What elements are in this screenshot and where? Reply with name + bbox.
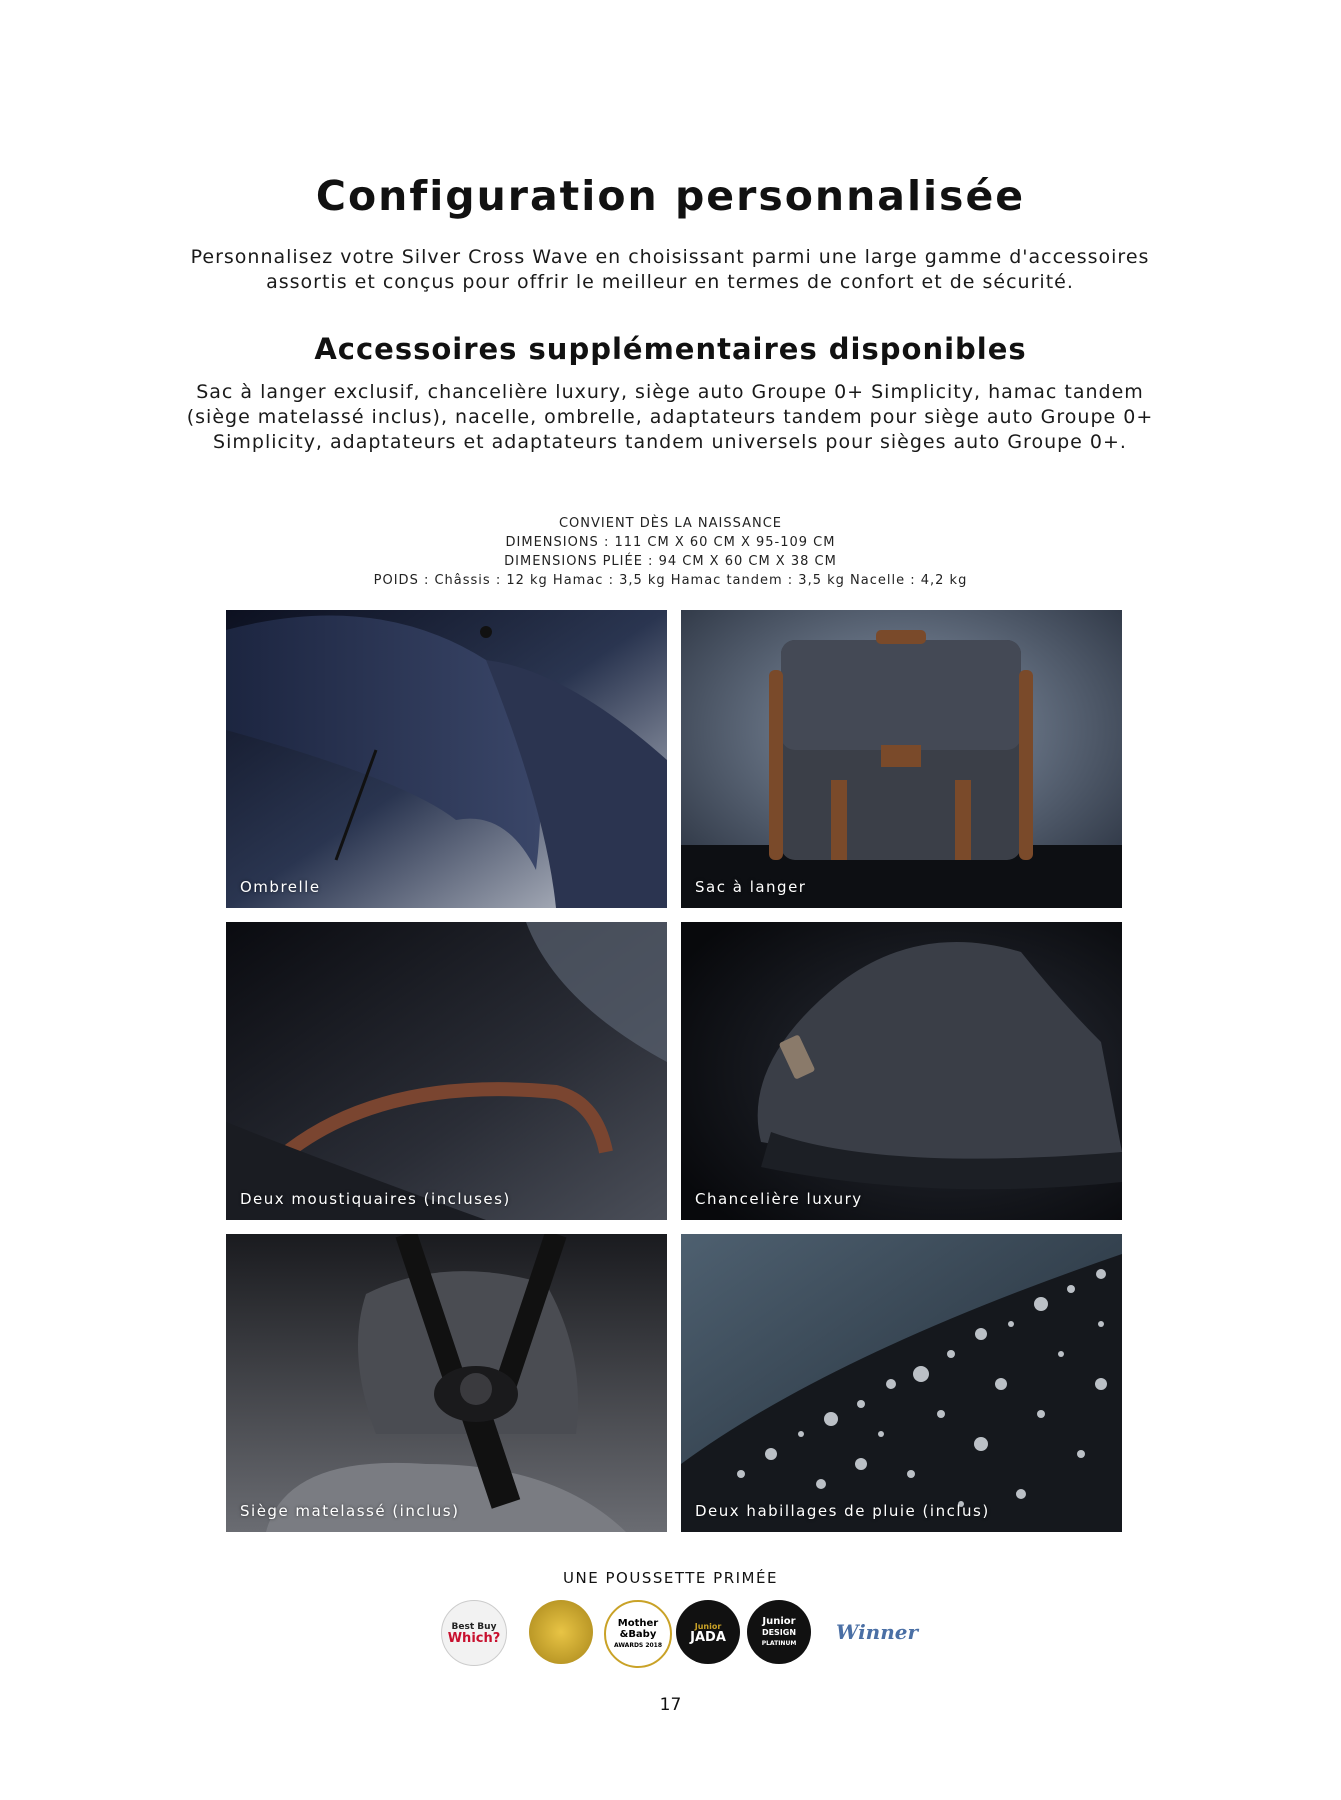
junior-jada-badge: Junior JADA [676,1600,740,1664]
spec-line: POIDS : Châssis : 12 kg Hamac : 3,5 kg Hamac tandem : 3,5 kg Nacelle : 4,2 kg [373,573,968,588]
mb-winner-badge: Winner [835,1619,919,1644]
specs-block [0,514,1341,590]
padded-seat-image [226,1234,667,1532]
spec-line: DIMENSIONS PLIÉE : 94 CM X 60 CM X 38 CM [504,554,837,569]
tile-caption: Deux moustiquaires (incluses) [240,1190,511,1208]
tile-siege-matelasse [226,1234,667,1532]
mosquito-net-image [226,922,667,1220]
which-best-buy-badge: Best Buy Which? [441,1600,507,1666]
gold-award-badge [529,1600,593,1664]
tile-ombrelle [226,610,667,908]
spec-line: DIMENSIONS : 111 CM X 60 CM X 95-109 CM [505,535,836,550]
footmuff-image [681,922,1122,1220]
tile-chanceliere [681,922,1122,1220]
tile-caption: Ombrelle [240,878,321,896]
page-number: 17 [659,1695,682,1715]
mother-baby-badge: Mother &Baby AWARDS 2018 [604,1600,672,1668]
parasol-image [226,610,667,908]
tile-caption: Siège matelassé (inclus) [240,1502,460,1520]
tile-habillages-pluie [681,1234,1122,1532]
awards-label: UNE POUSSETTE PRIMÉE [563,1569,778,1587]
tile-caption: Sac à langer [695,878,807,896]
intro-paragraph: Personnalisez votre Silver Cross Wave en choisissant parmi une large gamme d'accessoires assortis et conçus pour offrir le meilleur en termes de confort et de sécurité. [190,246,1150,293]
tile-caption: Chancelière luxury [695,1190,863,1208]
spec-line: CONVIENT DÈS LA NAISSANCE [558,516,783,531]
changing-bag-image [681,610,1122,908]
accessories-paragraph: Sac à langer exclusif, chancelière luxury, siège auto Groupe 0+ Simplicity, hamac tandem (siège matelassé inclus), nacelle, ombrelle, adaptateurs tandem pour siège auto Groupe 0+ Simplicity, adaptateurs et adaptateurs tandem universels pour sièges auto Groupe 0+. [186,381,1154,453]
tile-moustiquaires [226,922,667,1220]
tile-sac-a-langer [681,610,1122,908]
page-title: Configuration personnalisée [315,172,1026,220]
junior-design-awards-badge: Junior DESIGN PLATINUM [747,1600,811,1664]
section-subtitle: Accessoires supplémentaires disponibles [314,332,1027,366]
tile-caption: Deux habillages de pluie (inclus) [695,1502,990,1520]
rain-cover-image [681,1234,1122,1532]
